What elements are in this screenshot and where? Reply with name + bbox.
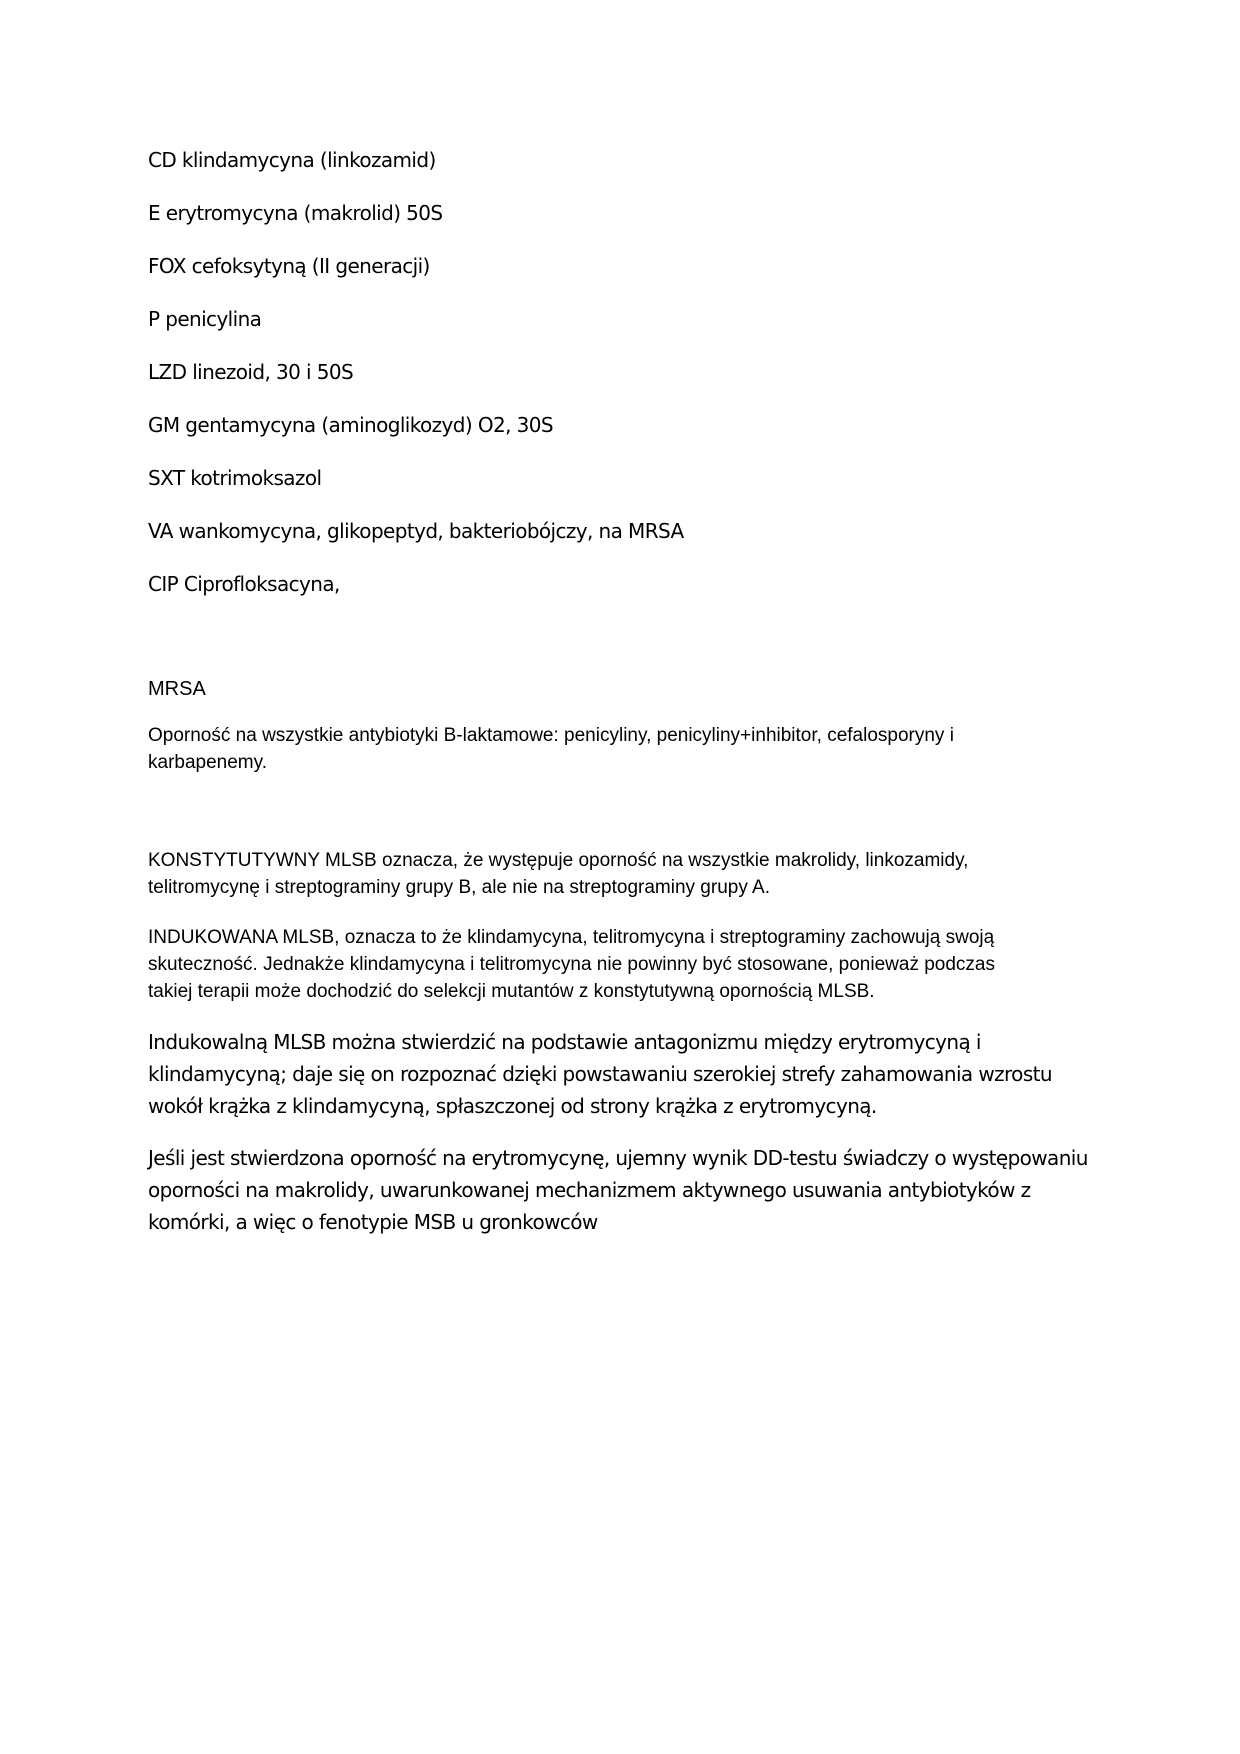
- antibiotic-list: [148, 146, 1128, 623]
- mrsa-heading: MRSA: [148, 678, 206, 700]
- list-item: FOX cefoksytyną (II generacji): [148, 254, 430, 278]
- list-item: P penicylina: [148, 307, 262, 331]
- paragraph-line: karbapenemy.: [148, 752, 267, 773]
- list-item: VA wankomycyna, glikopeptyd, bakteriobójczy, na MRSA: [148, 519, 684, 543]
- list-item: GM gentamycyna (aminoglikozyd) O2, 30S: [148, 413, 553, 437]
- paragraph-line: telitromycynę i streptograminy grupy B, ale nie na streptograminy grupy A.: [148, 877, 771, 898]
- paragraph-line: KONSTYTUTYWNY MLSB oznacza, że występuje oporność na wszystkie makrolidy, linkozamidy,: [148, 850, 969, 871]
- list-item: LZD linezoid, 30 i 50S: [148, 360, 354, 384]
- paragraph-line: skuteczność. Jednakże klindamycyna i telitromycyna nie powinny być stosowane, ponieważ podczas: [148, 954, 995, 975]
- paragraph-line: Oporność na wszystkie antybiotyki B-laktamowe: penicyliny, penicyliny+inhibitor, cefalosporyny i: [148, 725, 954, 746]
- list-item: CIP Ciprofloksacyna,: [148, 572, 340, 596]
- paragraph-line: takiej terapii może dochodzić do selekcji mutantów z konstytutywną opornością MLSB.: [148, 981, 875, 1002]
- paragraph-line: Jeśli jest stwierdzona oporność na erytromycynę, ujemny wynik DD-testu świadczy o występowaniu: [148, 1146, 1088, 1170]
- paragraph-line: INDUKOWANA MLSB, oznacza to że klindamycyna, telitromycyna i streptograminy zachowują swoją: [148, 927, 995, 948]
- paragraph-line: klindamycyną; daje się on rozpoznać dzięki powstawaniu szerokiej strefy zahamowania wzrostu: [148, 1062, 1052, 1086]
- indukowalna-paragraph: [148, 1026, 1128, 1122]
- jesli-paragraph: [148, 1142, 1128, 1238]
- list-item: E erytromycyna (makrolid) 50S: [148, 201, 443, 225]
- paragraph-line: Indukowalną MLSB można stwierdzić na podstawie antagonizmu między erytromycyną i: [148, 1030, 981, 1054]
- paragraph-line: wokół krążka z klindamycyną, spłaszczonej od strony krążka z erytromycyną.: [148, 1094, 877, 1118]
- list-item: SXT kotrimoksazol: [148, 466, 322, 490]
- konstytutywny-paragraph: [148, 847, 1128, 901]
- mrsa-paragraph: [148, 722, 1128, 776]
- indukowana-paragraph: [148, 924, 1128, 1005]
- paragraph-line: oporności na makrolidy, uwarunkowanej mechanizmem aktywnego usuwania antybiotyków z: [148, 1178, 1031, 1202]
- list-item: CD klindamycyna (linkozamid): [148, 148, 436, 172]
- paragraph-line: komórki, a więc o fenotypie MSB u gronkowców: [148, 1210, 598, 1234]
